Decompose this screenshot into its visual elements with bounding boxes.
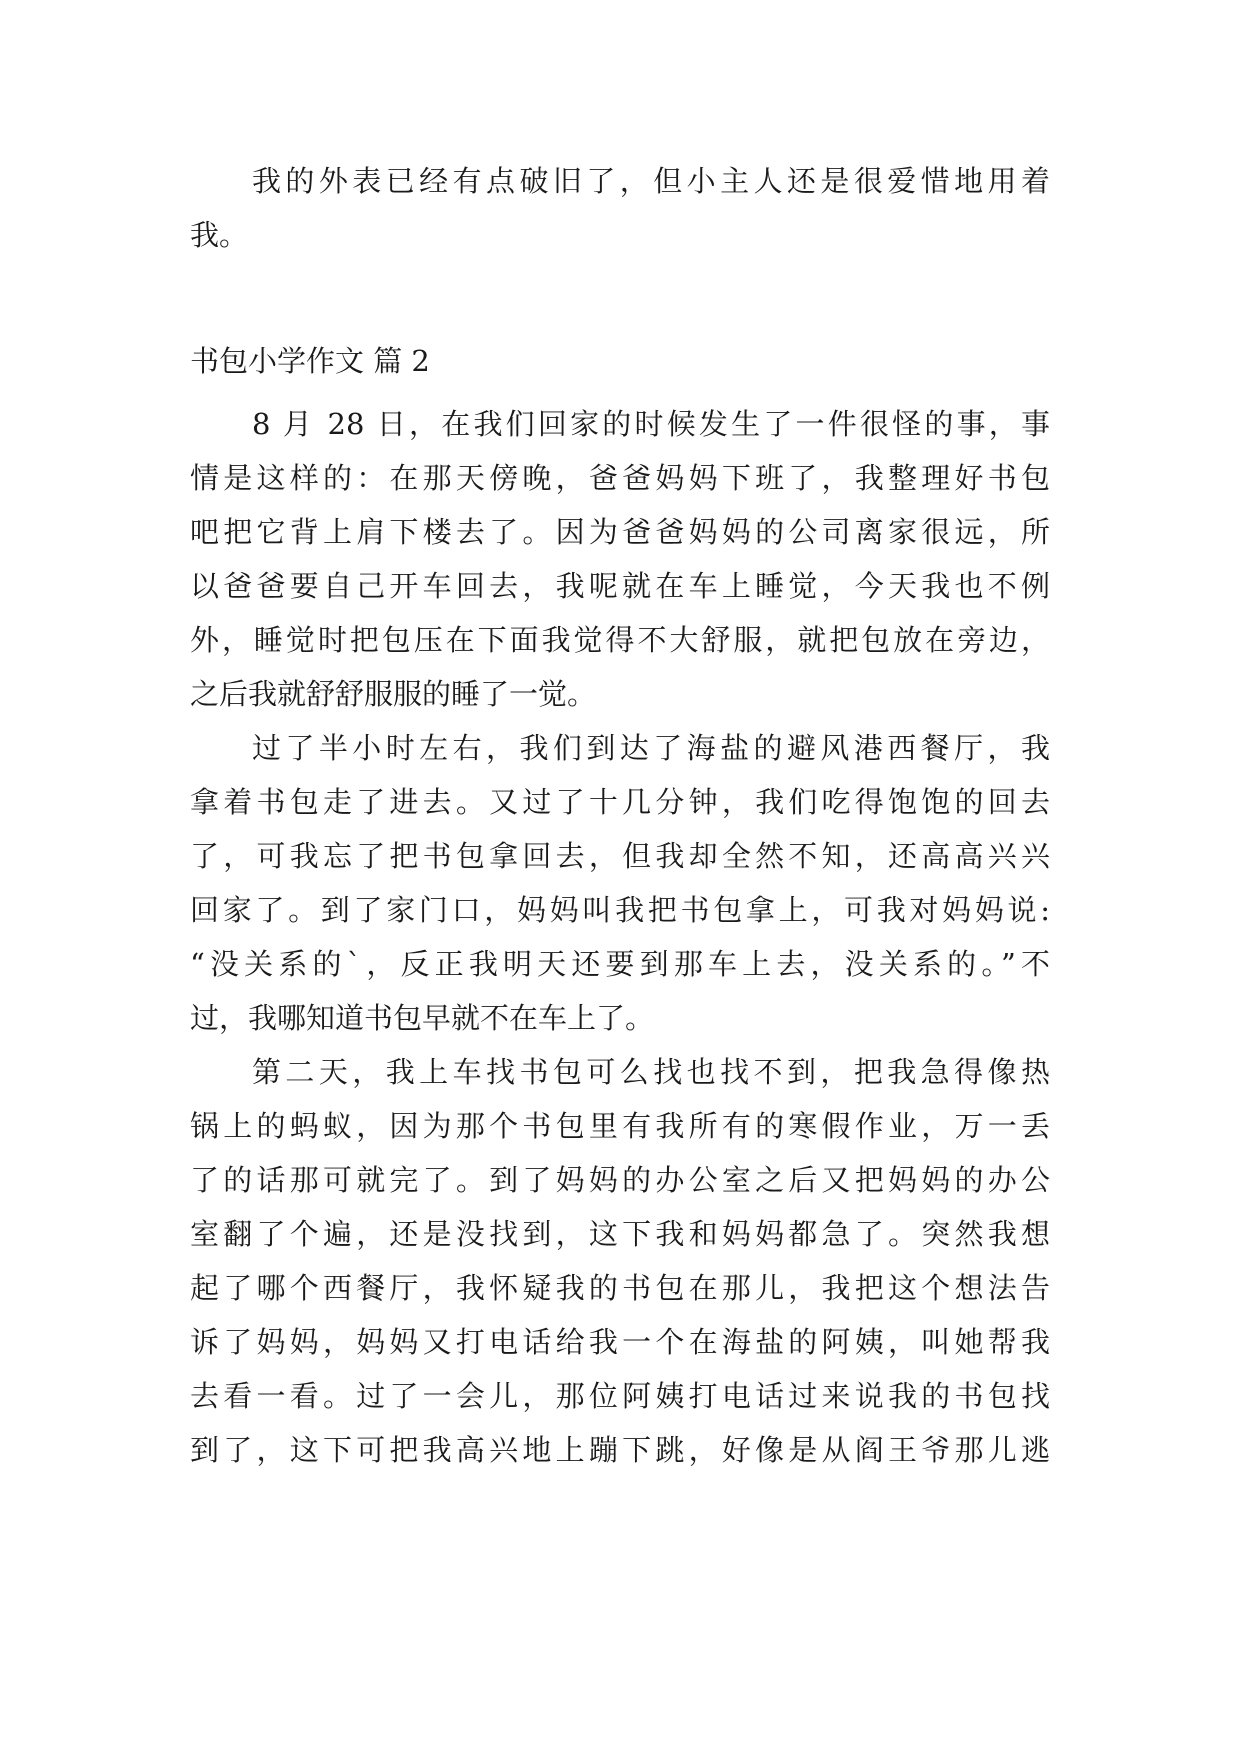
section-heading: 书包小学作文 篇 2 (190, 344, 430, 378)
text-line: 第二天，我上车找书包可么找也找不到，把我急得像热 (252, 1055, 1050, 1089)
text-line: 之后我就舒舒服服的睡了一觉。 (190, 677, 597, 711)
text-line: 我。 (190, 218, 249, 252)
text-line: 吧把它背上肩下楼去了。因为爸爸妈妈的公司离家很远，所 (190, 515, 1050, 549)
text-line: 回家了。到了家门口，妈妈叫我把书包拿上，可我对妈妈说: (190, 893, 1050, 927)
text-line: 锅上的蚂蚁，因为那个书包里有我所有的寒假作业，万一丢 (190, 1109, 1050, 1143)
text-line: 到了，这下可把我高兴地上蹦下跳，好像是从阎王爷那儿逃 (190, 1433, 1050, 1467)
text-line: 了，可我忘了把书包拿回去，但我却全然不知，还高高兴兴 (190, 839, 1050, 873)
text-line: 以爸爸要自己开车回去，我呢就在车上睡觉，今天我也不例 (190, 569, 1050, 603)
text-line: 起了哪个西餐厅，我怀疑我的书包在那儿，我把这个想法告 (190, 1271, 1050, 1305)
text-line: 过，我哪知道书包早就不在车上了。 (190, 1001, 655, 1035)
text-line: 了的话那可就完了。到了妈妈的办公室之后又把妈妈的办公 (190, 1163, 1050, 1197)
text-line: 拿着书包走了进去。又过了十几分钟，我们吃得饱饱的回去 (190, 785, 1050, 819)
text-line: 室翻了个遍，还是没找到，这下我和妈妈都急了。突然我想 (190, 1217, 1050, 1251)
text-line: 情是这样的：在那天傍晚，爸爸妈妈下班了，我整理好书包 (190, 461, 1050, 495)
text-line: “没关系的`，反正我明天还要到那车上去，没关系的。”不 (190, 947, 1050, 981)
text-line: 过了半小时左右，我们到达了海盐的避风港西餐厅，我 (252, 731, 1050, 765)
text-line: 8 月 28 日，在我们回家的时候发生了一件很怪的事，事 (252, 407, 1050, 441)
text-line: 外，睡觉时把包压在下面我觉得不大舒服，就把包放在旁边， (190, 623, 1050, 657)
text-line: 去看一看。过了一会儿，那位阿姨打电话过来说我的书包找 (190, 1379, 1050, 1413)
text-line: 诉了妈妈，妈妈又打电话给我一个在海盐的阿姨，叫她帮我 (190, 1325, 1050, 1359)
text-line: 我的外表已经有点破旧了，但小主人还是很爱惜地用着 (252, 164, 1050, 198)
